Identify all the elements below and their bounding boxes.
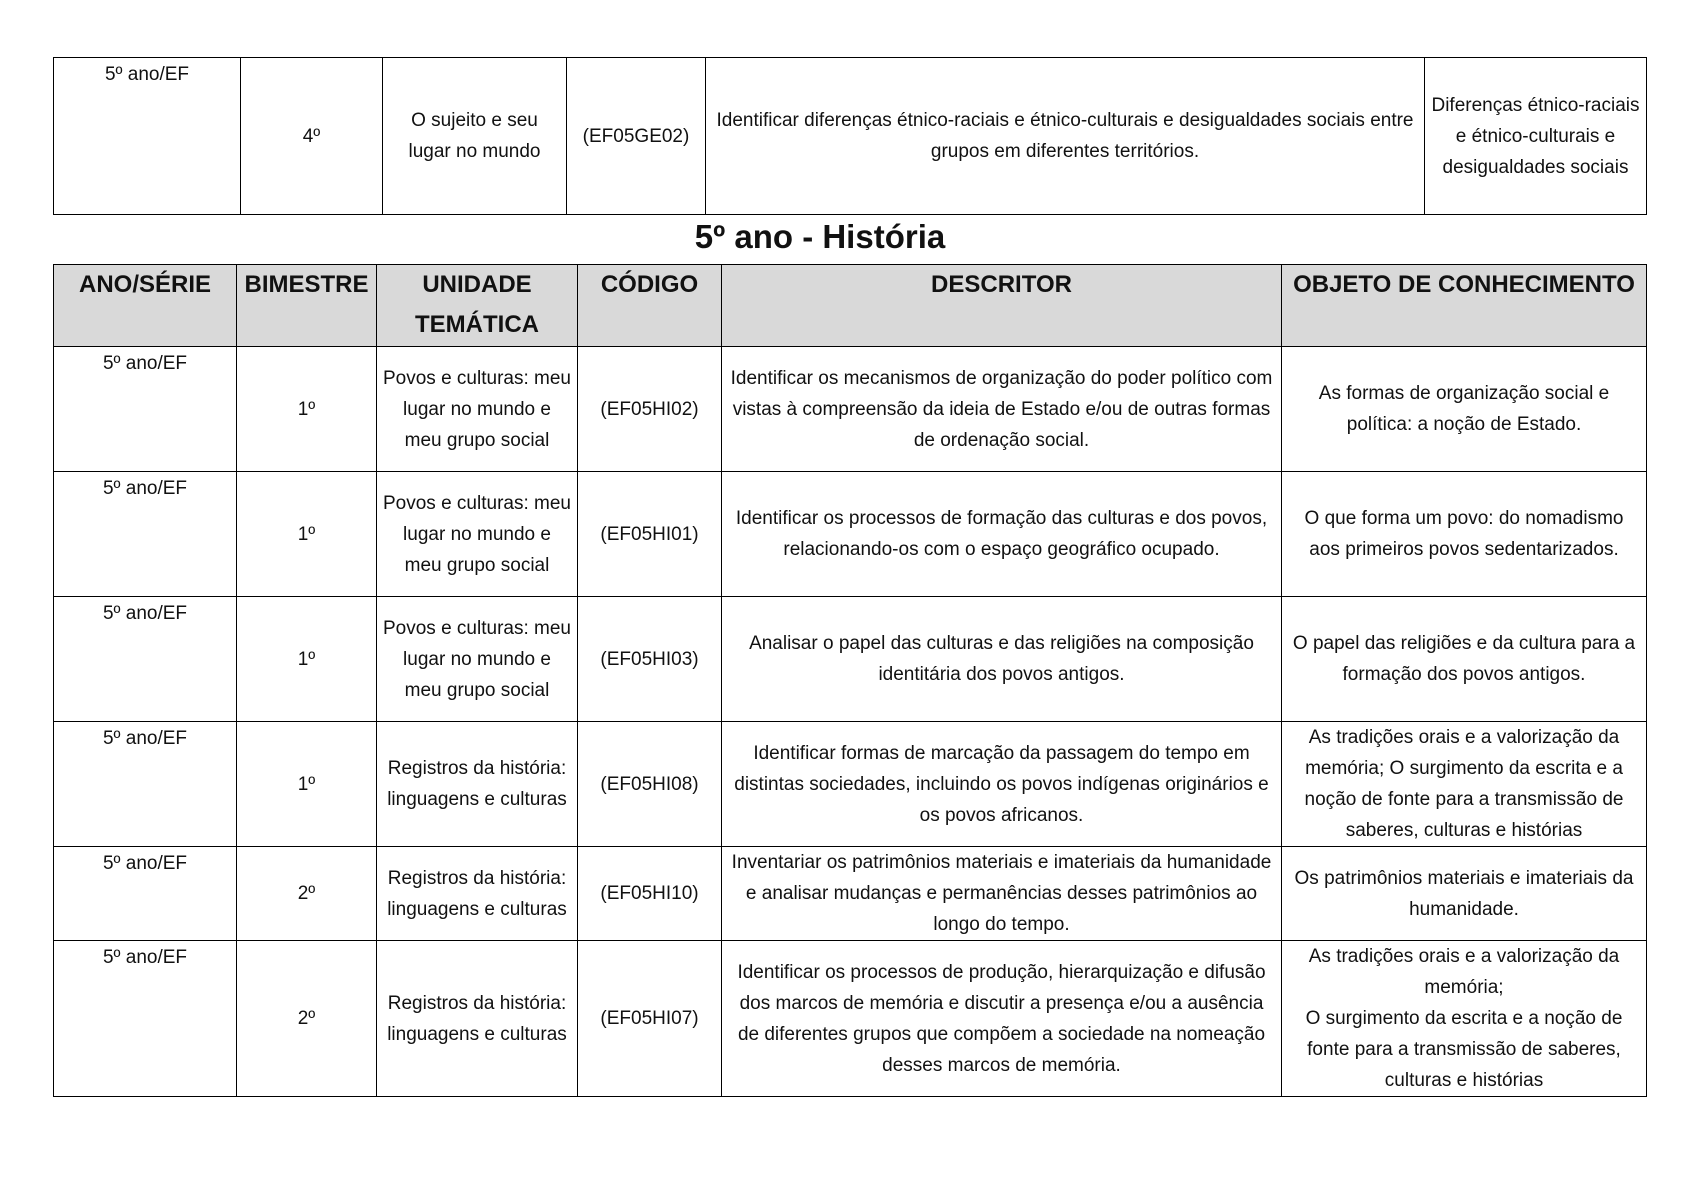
table-row [54, 847, 1647, 941]
cell-codigo: (EF05GE02) [567, 58, 706, 215]
cell-unidade: Povos e culturas: meu lugar no mundo e meu grupo social [377, 472, 578, 597]
objeto-line-1: As tradições orais e a valorização da memória; [1308, 946, 1620, 998]
header-descritor: DESCRITOR [722, 265, 1282, 347]
table-row [54, 58, 1647, 215]
table-row [54, 722, 1647, 847]
cell-objeto [1282, 941, 1647, 1097]
header-objeto-conhecimento: OBJETO DE CONHECIMENTO [1282, 265, 1647, 347]
cell-ano: 5º ano/EF [54, 847, 237, 941]
header-unidade-tematica: UNIDADE TEMÁTICA [377, 265, 578, 347]
objeto-line-2: O surgimento da escrita e a noção de fonte para a transmissão de saberes, culturas e histórias [1305, 1008, 1623, 1091]
table-row [54, 472, 1647, 597]
cell-unidade: O sujeito e seu lugar no mundo [383, 58, 567, 215]
header-row [54, 265, 1647, 347]
cell-bimestre: 1º [237, 597, 377, 722]
table-row [54, 347, 1647, 472]
cell-bimestre: 1º [237, 347, 377, 472]
cell-objeto: O papel das religiões e da cultura para a formação dos povos antigos. [1282, 597, 1647, 722]
cell-descritor: Identificar os processos de produção, hierarquização e difusão dos marcos de memória e discutir a presença e/ou a ausência de diferentes grupos que compõem a sociedade na nomeação desses marcos de memória. [722, 941, 1282, 1097]
cell-codigo: (EF05HI08) [578, 722, 722, 847]
cell-objeto: As formas de organização social e política: a noção de Estado. [1282, 347, 1647, 472]
cell-ano: 5º ano/EF [54, 58, 241, 215]
cell-objeto: Os patrimônios materiais e imateriais da humanidade. [1282, 847, 1647, 941]
cell-codigo: (EF05HI01) [578, 472, 722, 597]
header-bimestre: BIMESTRE [237, 265, 377, 347]
cell-ano: 5º ano/EF [54, 941, 237, 1097]
cell-descritor: Analisar o papel das culturas e das religiões na composição identitária dos povos antigos. [722, 597, 1282, 722]
cell-objeto: O que forma um povo: do nomadismo aos primeiros povos sedentarizados. [1282, 472, 1647, 597]
table-row [54, 941, 1647, 1097]
cell-ano: 5º ano/EF [54, 597, 237, 722]
section-title: 5º ano - História [694, 218, 946, 255]
geography-table [53, 57, 1647, 215]
cell-ano: 5º ano/EF [54, 472, 237, 597]
history-table [53, 264, 1647, 1097]
cell-descritor: Identificar diferenças étnico-raciais e étnico-culturais e desigualdades sociais entre grupos em diferentes territórios. [706, 58, 1425, 215]
cell-objeto: As tradições orais e a valorização da memória; O surgimento da escrita e a noção de fonte para a transmissão de saberes, culturas e histórias [1282, 722, 1647, 847]
cell-codigo: (EF05HI03) [578, 597, 722, 722]
cell-ano: 5º ano/EF [54, 722, 237, 847]
cell-bimestre: 2º [237, 941, 377, 1097]
cell-descritor: Identificar os processos de formação das culturas e dos povos, relacionando-os com o espaço geográfico ocupado. [722, 472, 1282, 597]
cell-descritor: Identificar formas de marcação da passagem do tempo em distintas sociedades, incluindo os povos indígenas originários e os povos africanos. [722, 722, 1282, 847]
cell-unidade: Registros da história: linguagens e culturas [377, 722, 578, 847]
header-ano-serie: ANO/SÉRIE [54, 265, 237, 347]
cell-ano: 5º ano/EF [54, 347, 237, 472]
cell-codigo: (EF05HI10) [578, 847, 722, 941]
cell-descritor: Identificar os mecanismos de organização do poder político com vistas à compreensão da ideia de Estado e/ou de outras formas de ordenação social. [722, 347, 1282, 472]
cell-codigo: (EF05HI07) [578, 941, 722, 1097]
cell-bimestre: 1º [237, 472, 377, 597]
header-codigo: CÓDIGO [578, 265, 722, 347]
cell-unidade: Povos e culturas: meu lugar no mundo e meu grupo social [377, 597, 578, 722]
cell-objeto: Diferenças étnico-raciais e étnico-culturais e desigualdades sociais [1425, 58, 1647, 215]
cell-bimestre: 1º [237, 722, 377, 847]
cell-bimestre: 2º [237, 847, 377, 941]
cell-descritor: Inventariar os patrimônios materiais e imateriais da humanidade e analisar mudanças e permanências desses patrimônios ao longo do tempo. [722, 847, 1282, 941]
cell-bimestre: 4º [241, 58, 383, 215]
cell-unidade: Registros da história: linguagens e culturas [377, 941, 578, 1097]
cell-unidade: Povos e culturas: meu lugar no mundo e meu grupo social [377, 347, 578, 472]
table-row [54, 597, 1647, 722]
cell-codigo: (EF05HI02) [578, 347, 722, 472]
cell-unidade: Registros da história: linguagens e culturas [377, 847, 578, 941]
